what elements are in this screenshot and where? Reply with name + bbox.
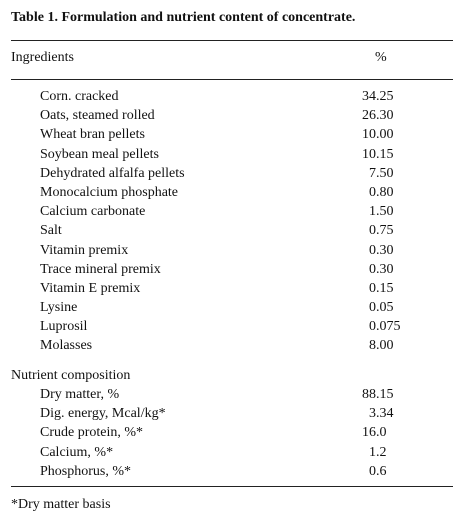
nutrient-value: 16.0 (362, 425, 387, 441)
nutrient-value: 3.34 (369, 406, 394, 422)
ingredient-name: Calcium carbonate (40, 204, 146, 220)
ingredient-name: Oats, steamed rolled (40, 108, 155, 124)
nutrient-table-body (0, 385, 464, 481)
table-row (0, 260, 464, 279)
ingredient-percent: 0.15 (369, 280, 394, 296)
ingredient-percent: 10.15 (362, 146, 394, 162)
table-caption: Table 1. Formulation and nutrient content of concentrate. (11, 10, 356, 25)
ingredient-percent: 0.75 (369, 223, 394, 239)
top-rule (11, 40, 453, 41)
nutrient-section-title: Nutrient composition (11, 368, 131, 383)
bottom-rule (11, 486, 453, 487)
nutrient-value: 88.15 (362, 387, 394, 402)
nutrient-name: Calcium, %* (40, 444, 114, 460)
table-row (0, 279, 464, 298)
column-header-ingredients: Ingredients (11, 50, 74, 65)
ingredient-name: Wheat bran pellets (40, 127, 145, 143)
ingredient-percent: 10.00 (362, 127, 394, 143)
ingredient-name: Soybean meal pellets (40, 146, 159, 162)
ingredient-name: Lysine (40, 300, 78, 316)
ingredient-name: Monocalcium phosphate (40, 184, 179, 200)
ingredient-name: Vitamin premix (40, 242, 129, 258)
table-row (0, 106, 464, 125)
ingredient-percent: 7.50 (369, 165, 394, 181)
ingredient-name: Vitamin E premix (40, 280, 141, 296)
nutrient-name: Dig. energy, Mcal/kg* (40, 406, 166, 422)
nutrient-value: 1.2 (369, 444, 387, 460)
ingredient-name: Corn. cracked (40, 89, 119, 104)
table-row (0, 183, 464, 202)
table-row (0, 423, 464, 442)
ingredient-name: Luprosil (40, 319, 88, 335)
ingredient-name: Salt (40, 223, 62, 239)
ingredient-percent: 0.075 (369, 319, 401, 335)
ingredient-percent: 26.30 (362, 108, 394, 124)
header-rule (11, 79, 453, 80)
table-row (0, 298, 464, 317)
table-row (0, 125, 464, 144)
table-row (0, 336, 464, 355)
ingredients-table-body (0, 87, 464, 356)
nutrient-name: Phosphorus, %* (40, 463, 132, 479)
table-row (0, 317, 464, 336)
ingredient-percent: 0.30 (369, 261, 394, 277)
column-header-percent: % (375, 50, 387, 65)
table-row (0, 87, 464, 106)
table-footnote: *Dry matter basis (11, 497, 111, 512)
ingredient-percent: 34.25 (362, 89, 394, 104)
table-row (0, 385, 464, 404)
ingredient-name: Dehydrated alfalfa pellets (40, 165, 185, 181)
table-row (0, 443, 464, 462)
ingredient-percent: 0.05 (369, 300, 394, 316)
ingredient-name: Molasses (40, 338, 93, 354)
table-row (0, 145, 464, 164)
table-row (0, 462, 464, 481)
nutrient-name: Crude protein, %* (40, 425, 144, 441)
table-row (0, 164, 464, 183)
table-row (0, 241, 464, 260)
table-row (0, 202, 464, 221)
nutrient-name: Dry matter, % (40, 387, 120, 402)
ingredient-percent: 0.30 (369, 242, 394, 258)
table-row (0, 404, 464, 423)
ingredient-percent: 1.50 (369, 204, 394, 220)
table-row (0, 221, 464, 240)
ingredient-name: Trace mineral premix (40, 261, 161, 277)
ingredient-percent: 0.80 (369, 184, 394, 200)
nutrient-value: 0.6 (369, 463, 387, 479)
ingredient-percent: 8.00 (369, 338, 394, 354)
